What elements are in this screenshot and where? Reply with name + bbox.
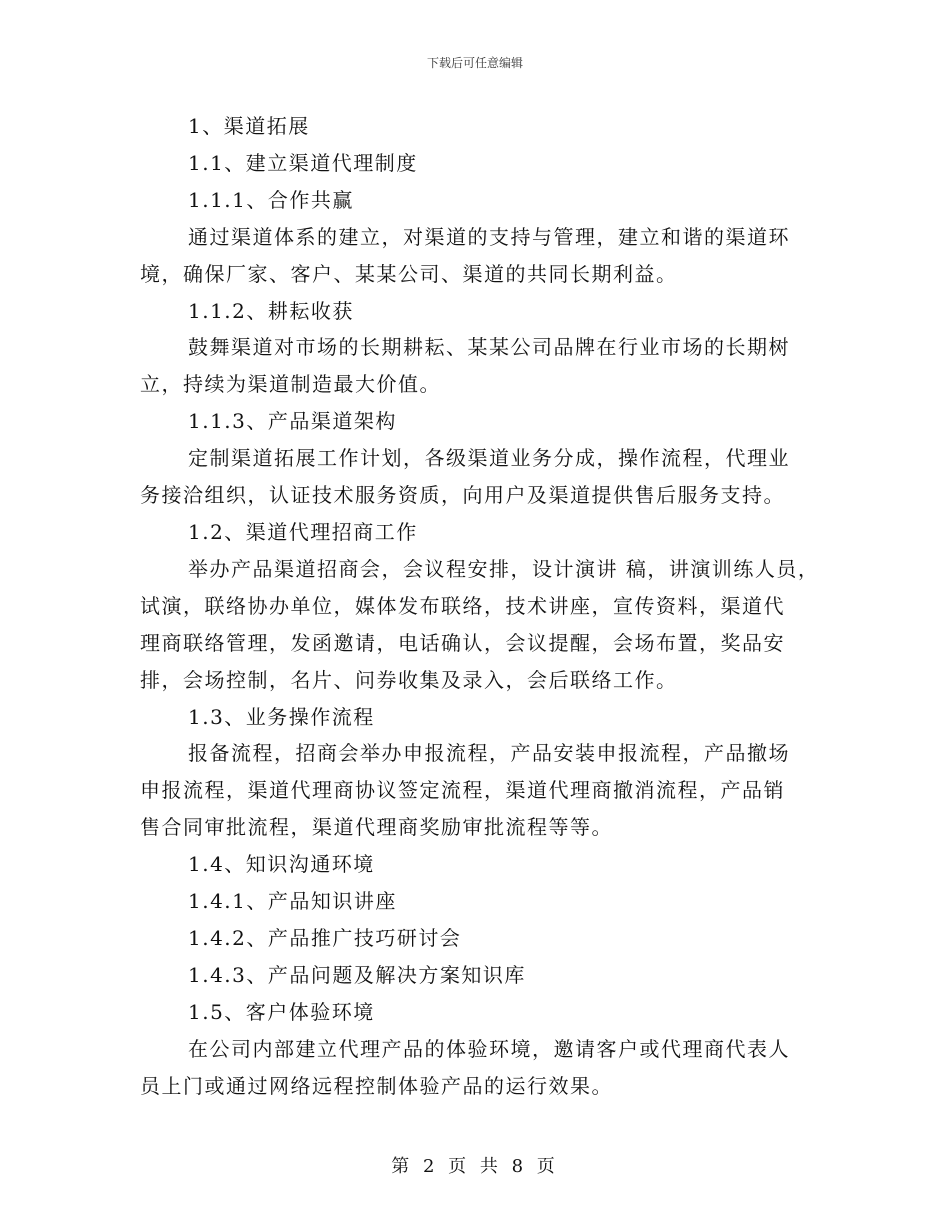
- heading-1-4: 1.4、知识沟通环境: [188, 852, 375, 877]
- page-footer: 第 2 页 共 8 页: [391, 1156, 559, 1177]
- paragraph-4-line-2: 试演，联络协办单位，媒体发布联络，技术讲座，宣传资料，渠道代: [140, 593, 785, 618]
- paragraph-5-line-1: 报备流程，招商会举办申报流程，产品安装申报流程，产品撤场: [188, 741, 790, 766]
- paragraph-1-line-2: 境，确保厂家、客户、某某公司、渠道的共同长期利益。: [140, 261, 678, 286]
- paragraph-5-line-2: 申报流程，渠道代理商协议签定流程，渠道代理商撤消流程，产品销: [140, 778, 785, 803]
- heading-1: 1、渠道拓展: [188, 114, 310, 138]
- heading-1-1: 1.1、建立渠道代理制度: [188, 150, 418, 175]
- paragraph-4-line-3: 理商联络管理，发函邀请，电话确认，会议提醒，会场布置，奖品安: [140, 630, 785, 655]
- paragraph-5-line-3: 售合同审批流程，渠道代理商奖励审批流程等等。: [140, 815, 613, 840]
- heading-1-1-3: 1.1.3、产品渠道架构: [188, 409, 397, 434]
- paragraph-6-line-2: 员上门或通过网络远程控制体验产品的运行效果。: [140, 1073, 613, 1098]
- heading-1-4-2: 1.4.2、产品推广技巧研讨会: [188, 925, 462, 950]
- heading-1-1-1: 1.1.1、合作共赢: [188, 187, 354, 212]
- paragraph-4-line-1: 举办产品渠道招商会，会议程安排，设计演讲 稿，讲演训练人员，: [188, 556, 820, 581]
- paragraph-3-line-1: 定制渠道拓展工作计划，各级渠道业务分成，操作流程，代理业: [188, 446, 790, 471]
- page-header: 下载后可任意编辑: [426, 56, 523, 70]
- heading-1-5: 1.5、客户体验环境: [188, 999, 375, 1024]
- heading-1-2: 1.2、渠道代理招商工作: [188, 519, 418, 544]
- heading-1-3: 1.3、业务操作流程: [188, 704, 375, 729]
- document-body: [140, 108, 820, 1104]
- paragraph-1-line-1: 通过渠道体系的建立，对渠道的支持与管理，建立和谐的渠道环: [188, 224, 790, 249]
- paragraph-6-line-1: 在公司内部建立代理产品的体验环境，邀请客户或代理商代表人: [188, 1036, 790, 1061]
- paragraph-2-line-1: 鼓舞渠道对市场的长期耕耘、某某公司品牌在行业市场的长期树: [188, 335, 790, 360]
- heading-1-4-3: 1.4.3、产品问题及解决方案知识库: [188, 962, 526, 987]
- heading-1-1-2: 1.1.2、耕耘收获: [188, 298, 354, 323]
- paragraph-3-line-2: 务接洽组织，认证技术服务资质，向用户及渠道提供售后服务支持。: [140, 483, 785, 508]
- paragraph-4-line-4: 排，会场控制，名片、问券收集及录入，会后联络工作。: [140, 667, 678, 692]
- heading-1-4-1: 1.4.1、产品知识讲座: [188, 889, 397, 914]
- paragraph-2-line-2: 立，持续为渠道制造最大价值。: [140, 372, 441, 397]
